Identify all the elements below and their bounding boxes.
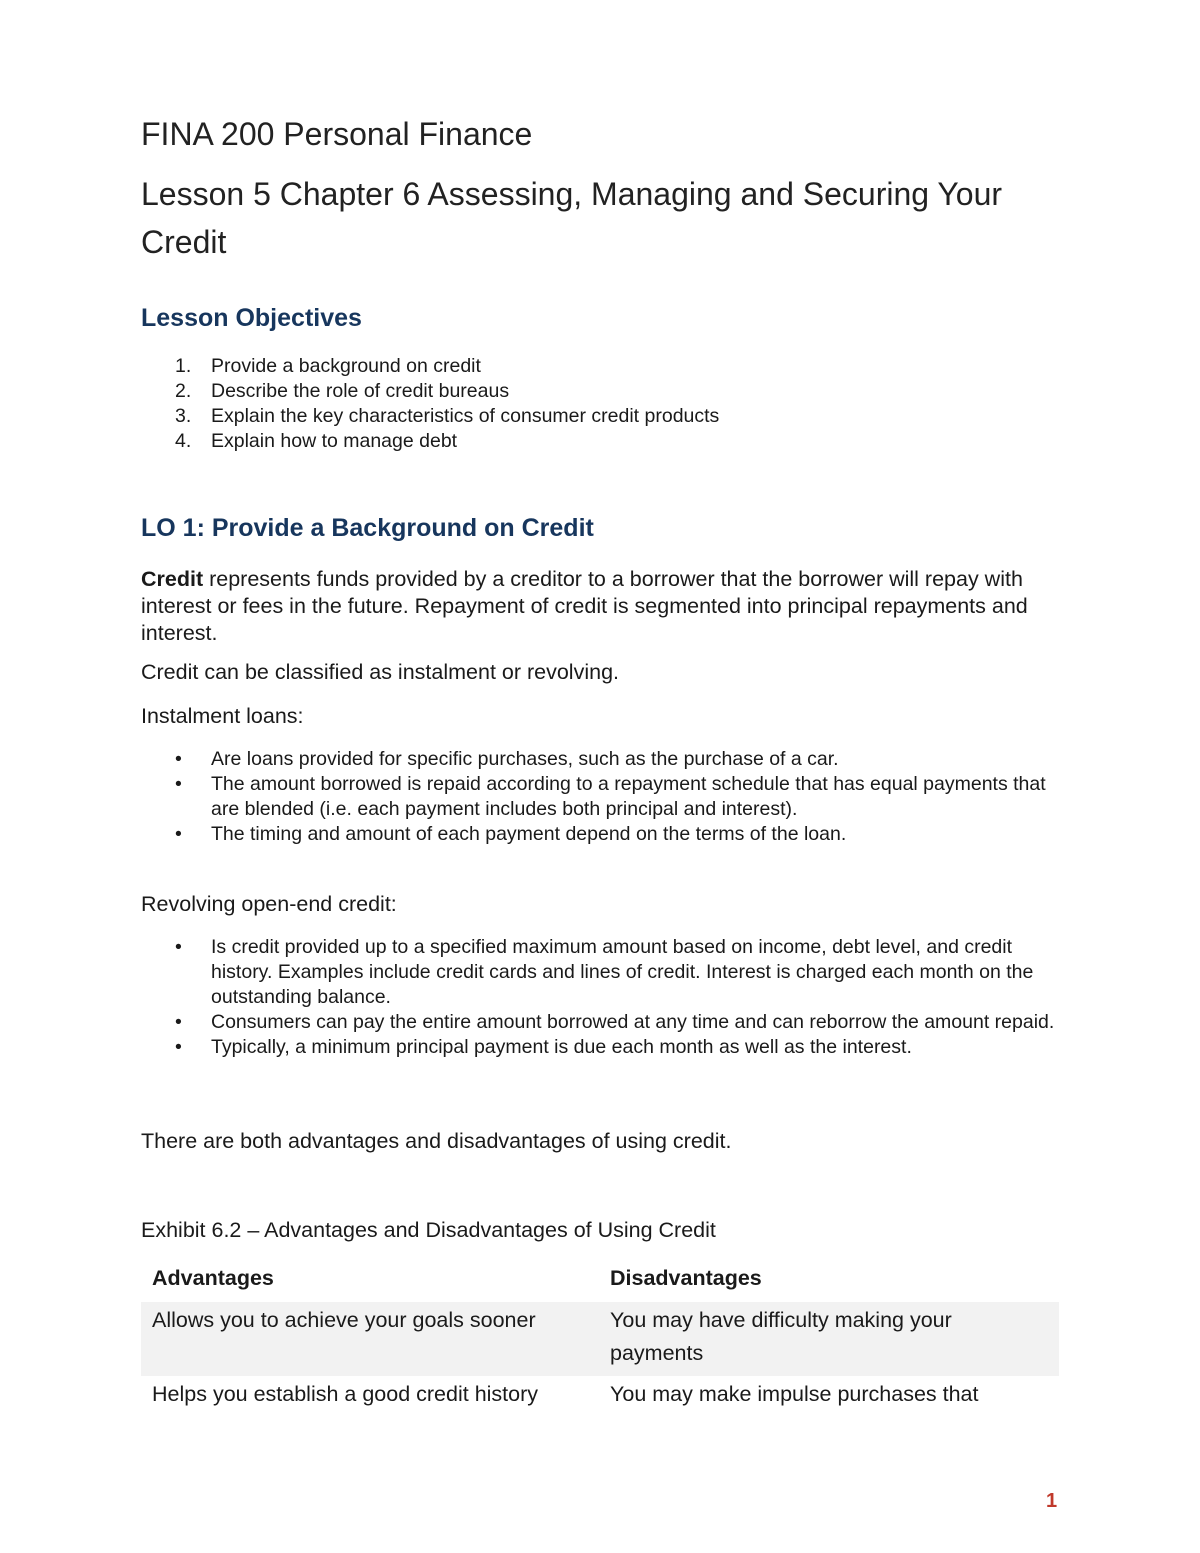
list-number: 4. <box>175 430 192 452</box>
classification-text: Credit can be classified as instalment or revolving. <box>141 660 619 684</box>
list-number: 1. <box>175 355 192 377</box>
lesson-title: Lesson 5 Chapter 6 Assessing, Managing and Securing Your Credit <box>141 176 1003 260</box>
list-text: The timing and amount of each payment depend on the terms of the loan. <box>211 823 847 845</box>
list-item <box>141 379 719 404</box>
list-text: Provide a background on credit <box>211 355 481 377</box>
list-text: Consumers can pay the entire amount borrowed at any time and can reborrow the amount repaid. <box>211 1011 1055 1033</box>
table-cell: You may have difficulty making your payments <box>599 1302 1059 1376</box>
table-cell: Helps you establish a good credit history <box>152 1382 539 1406</box>
list-text: The amount borrowed is repaid according to a repayment schedule that has equal payments that are blended (i.e. each payment includes both principal and interest). <box>211 773 1046 820</box>
column-header-disadvantages: Disadvantages <box>610 1266 762 1290</box>
list-item <box>141 429 719 454</box>
lo1-heading: LO 1: Provide a Background on Credit <box>141 514 594 542</box>
list-text: Typically, a minimum principal payment is due each month as well as the interest. <box>211 1036 912 1058</box>
exhibit-caption: Exhibit 6.2 – Advantages and Disadvantages of Using Credit <box>141 1218 716 1242</box>
table-header-row <box>141 1255 1059 1302</box>
course-title: FINA 200 Personal Finance <box>141 116 533 152</box>
bullet-icon: • <box>175 748 182 770</box>
credit-definition-text: represents funds provided by a creditor to a borrower that the borrower will repay with interest or fees in the future. Repayment of credit is segmented into principal repayments and interest. <box>141 567 1028 645</box>
list-item <box>141 1035 1061 1060</box>
revolving-list <box>141 935 1061 1060</box>
advantages-intro: There are both advantages and disadvantages of using credit. <box>141 1129 732 1153</box>
credit-term: Credit <box>141 567 204 591</box>
list-item <box>141 354 719 379</box>
bullet-icon: • <box>175 1011 182 1033</box>
list-text: Are loans provided for specific purchases, such as the purchase of a car. <box>211 748 839 770</box>
page-number: 1 <box>1046 1490 1058 1512</box>
table-row <box>141 1302 1059 1376</box>
list-text: Is credit provided up to a specified maximum amount based on income, debt level, and credit history. Examples include credit cards and lines of credit. Interest is charged each month on the outstanding balance. <box>211 936 1034 1008</box>
bullet-icon: • <box>175 1036 182 1058</box>
exhibit-table <box>141 1255 1059 1417</box>
instalment-list <box>141 747 1061 847</box>
table-row <box>141 1376 1059 1417</box>
list-text: Describe the role of credit bureaus <box>211 380 510 402</box>
bullet-icon: • <box>175 773 182 795</box>
list-item <box>141 772 1061 822</box>
table-cell: You may make impulse purchases that <box>610 1382 979 1406</box>
list-item <box>141 935 1061 1010</box>
list-number: 2. <box>175 380 192 402</box>
objectives-list <box>141 354 719 454</box>
table-cell: Allows you to achieve your goals sooner <box>141 1302 599 1376</box>
list-text: Explain how to manage debt <box>211 430 458 452</box>
list-item <box>141 822 1061 847</box>
instalment-label: Instalment loans: <box>141 704 304 728</box>
bullet-icon: • <box>175 823 182 845</box>
list-number: 3. <box>175 405 192 427</box>
list-item <box>141 747 1061 772</box>
list-item <box>141 1010 1061 1035</box>
list-text: Explain the key characteristics of consumer credit products <box>211 405 720 427</box>
objectives-heading: Lesson Objectives <box>141 304 362 332</box>
bullet-icon: • <box>175 936 182 958</box>
list-item <box>141 404 719 429</box>
credit-definition <box>141 566 1061 647</box>
column-header-advantages: Advantages <box>152 1266 274 1290</box>
revolving-label: Revolving open-end credit: <box>141 892 397 916</box>
